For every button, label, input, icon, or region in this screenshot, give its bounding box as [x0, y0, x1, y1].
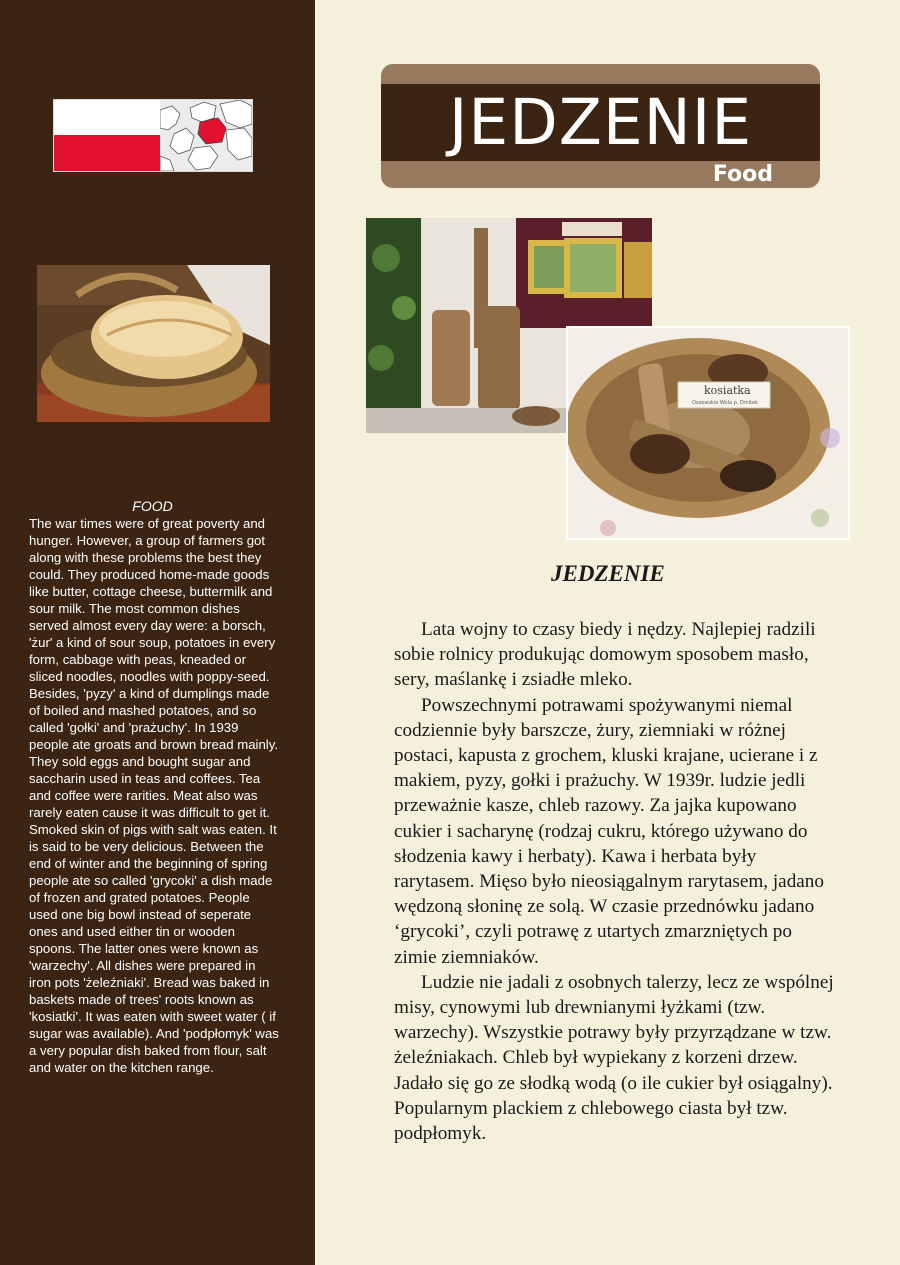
- bread-basket-illustration: [37, 265, 270, 422]
- europe-map-icon: [160, 100, 252, 171]
- polish-paragraph-2: Powszechnymi potrawami spożywanymi niemal codziennie były barszcze, żury, ziemniaki w różnej postaci, kapusta z grochem, kluski krajane, ucierane i z makiem, pyzy, gołki i prażuchy. W 1939r. ludzie jedli przeważnie kasze, chleb razowy. Za jajka kupowano cukier i sacharynę (rodzaj cukru, którego używano do słodzenia kawy i herbaty). Kawa i herbata były rarytasem. Mięso było nieosiągalnym rarytasem, jadano wędzoną słoninę ze solą. W czasie przednówku jadano ‘grycoki’, czyli potrawę z utartych zmarzniętych po zimie ziemniaków.: [394, 694, 824, 968]
- polish-heading: JEDZENIE: [551, 561, 665, 586]
- europe-map-image: [160, 100, 252, 171]
- flag-red-stripe: [54, 135, 160, 171]
- polish-text-block: [394, 617, 838, 1146]
- kosiatka-basket-photo: [566, 326, 850, 540]
- poland-flag-map: [53, 99, 253, 172]
- kosiatka-basket-illustration: [568, 328, 848, 538]
- banner-title: JEDZENIE: [448, 86, 753, 159]
- polish-paragraph-3: Ludzie nie jadali z osobnych talerzy, lecz ze wspólnej misy, cynowymi lub drewnianymi łyżkami (tzw. warzechy). Wszystkie potrawy były przyrządzane w tzw. żeleźniakach. Chleb był wypiekany z korzeni drzew. Jadało się go ze słodką wodą (o ile cukier był osiągalny). Popularnym plackiem z chlebowego ciasta był tzw. podpłomyk.: [394, 971, 834, 1145]
- flag-white-stripe: [54, 100, 160, 135]
- food-heading: FOOD: [132, 498, 173, 514]
- title-banner: [381, 64, 820, 188]
- basket-label-caption: Oszewskie Wola p. Dmitek: [692, 400, 759, 406]
- bread-basket-photo: [37, 265, 270, 422]
- basket-label-title: kosiatka: [704, 384, 751, 397]
- food-english-text: The war times were of great poverty and hunger. However, a group of farmers got along with these problems the best they could. They produced home-made goods like butter, cottage cheese, buttermilk and sour milk. The most common dishes served almost every day were: a borsch, 'żur' a kind of sour soup, potatoes in every form, cabbage with peas, kneaded or sliced noodles, noodles with poppy-seed. Besides, 'pyzy' a kind of dumplings made of boiled and mashed potatoes, and so called 'gołki' and 'prażuchy'. In 1939 people ate groats and brown bread mainly. They sold eggs and bought sugar and saccharin used in teas and coffees. Tea and coffee were rarities. Meat also was rarely eaten cause it was difficult to get it. Smoked skin of pigs with salt was eaten. It is said to be very delicious. Between the end of winter and the beginning of spring people ate so called 'grycoki' a dish made of frozen and grated potatoes. People used one big bowl instead of seperate ones and used either tin or wooden spoons. The latter ones were known as 'warzechy'. All dishes were prepared in iron pots 'żeleźniaki'. Bread was baked in baskets made of trees' roots known as 'kosiatki'. It was eaten with sweet water ( if sugar was available). And 'podpłomyk' was a very popular dish baked from flour, salt and water on the kitchen range.: [29, 516, 279, 1075]
- banner-subtitle: Food: [712, 162, 773, 187]
- sidebar-panel: [0, 0, 315, 1265]
- polish-paragraph-1: Lata wojny to czasy biedy i nędzy. Najlepiej radzili sobie rolnicy produkując domowym sposobem masło, sery, maślankę i zsiadłe mleko.: [394, 619, 816, 691]
